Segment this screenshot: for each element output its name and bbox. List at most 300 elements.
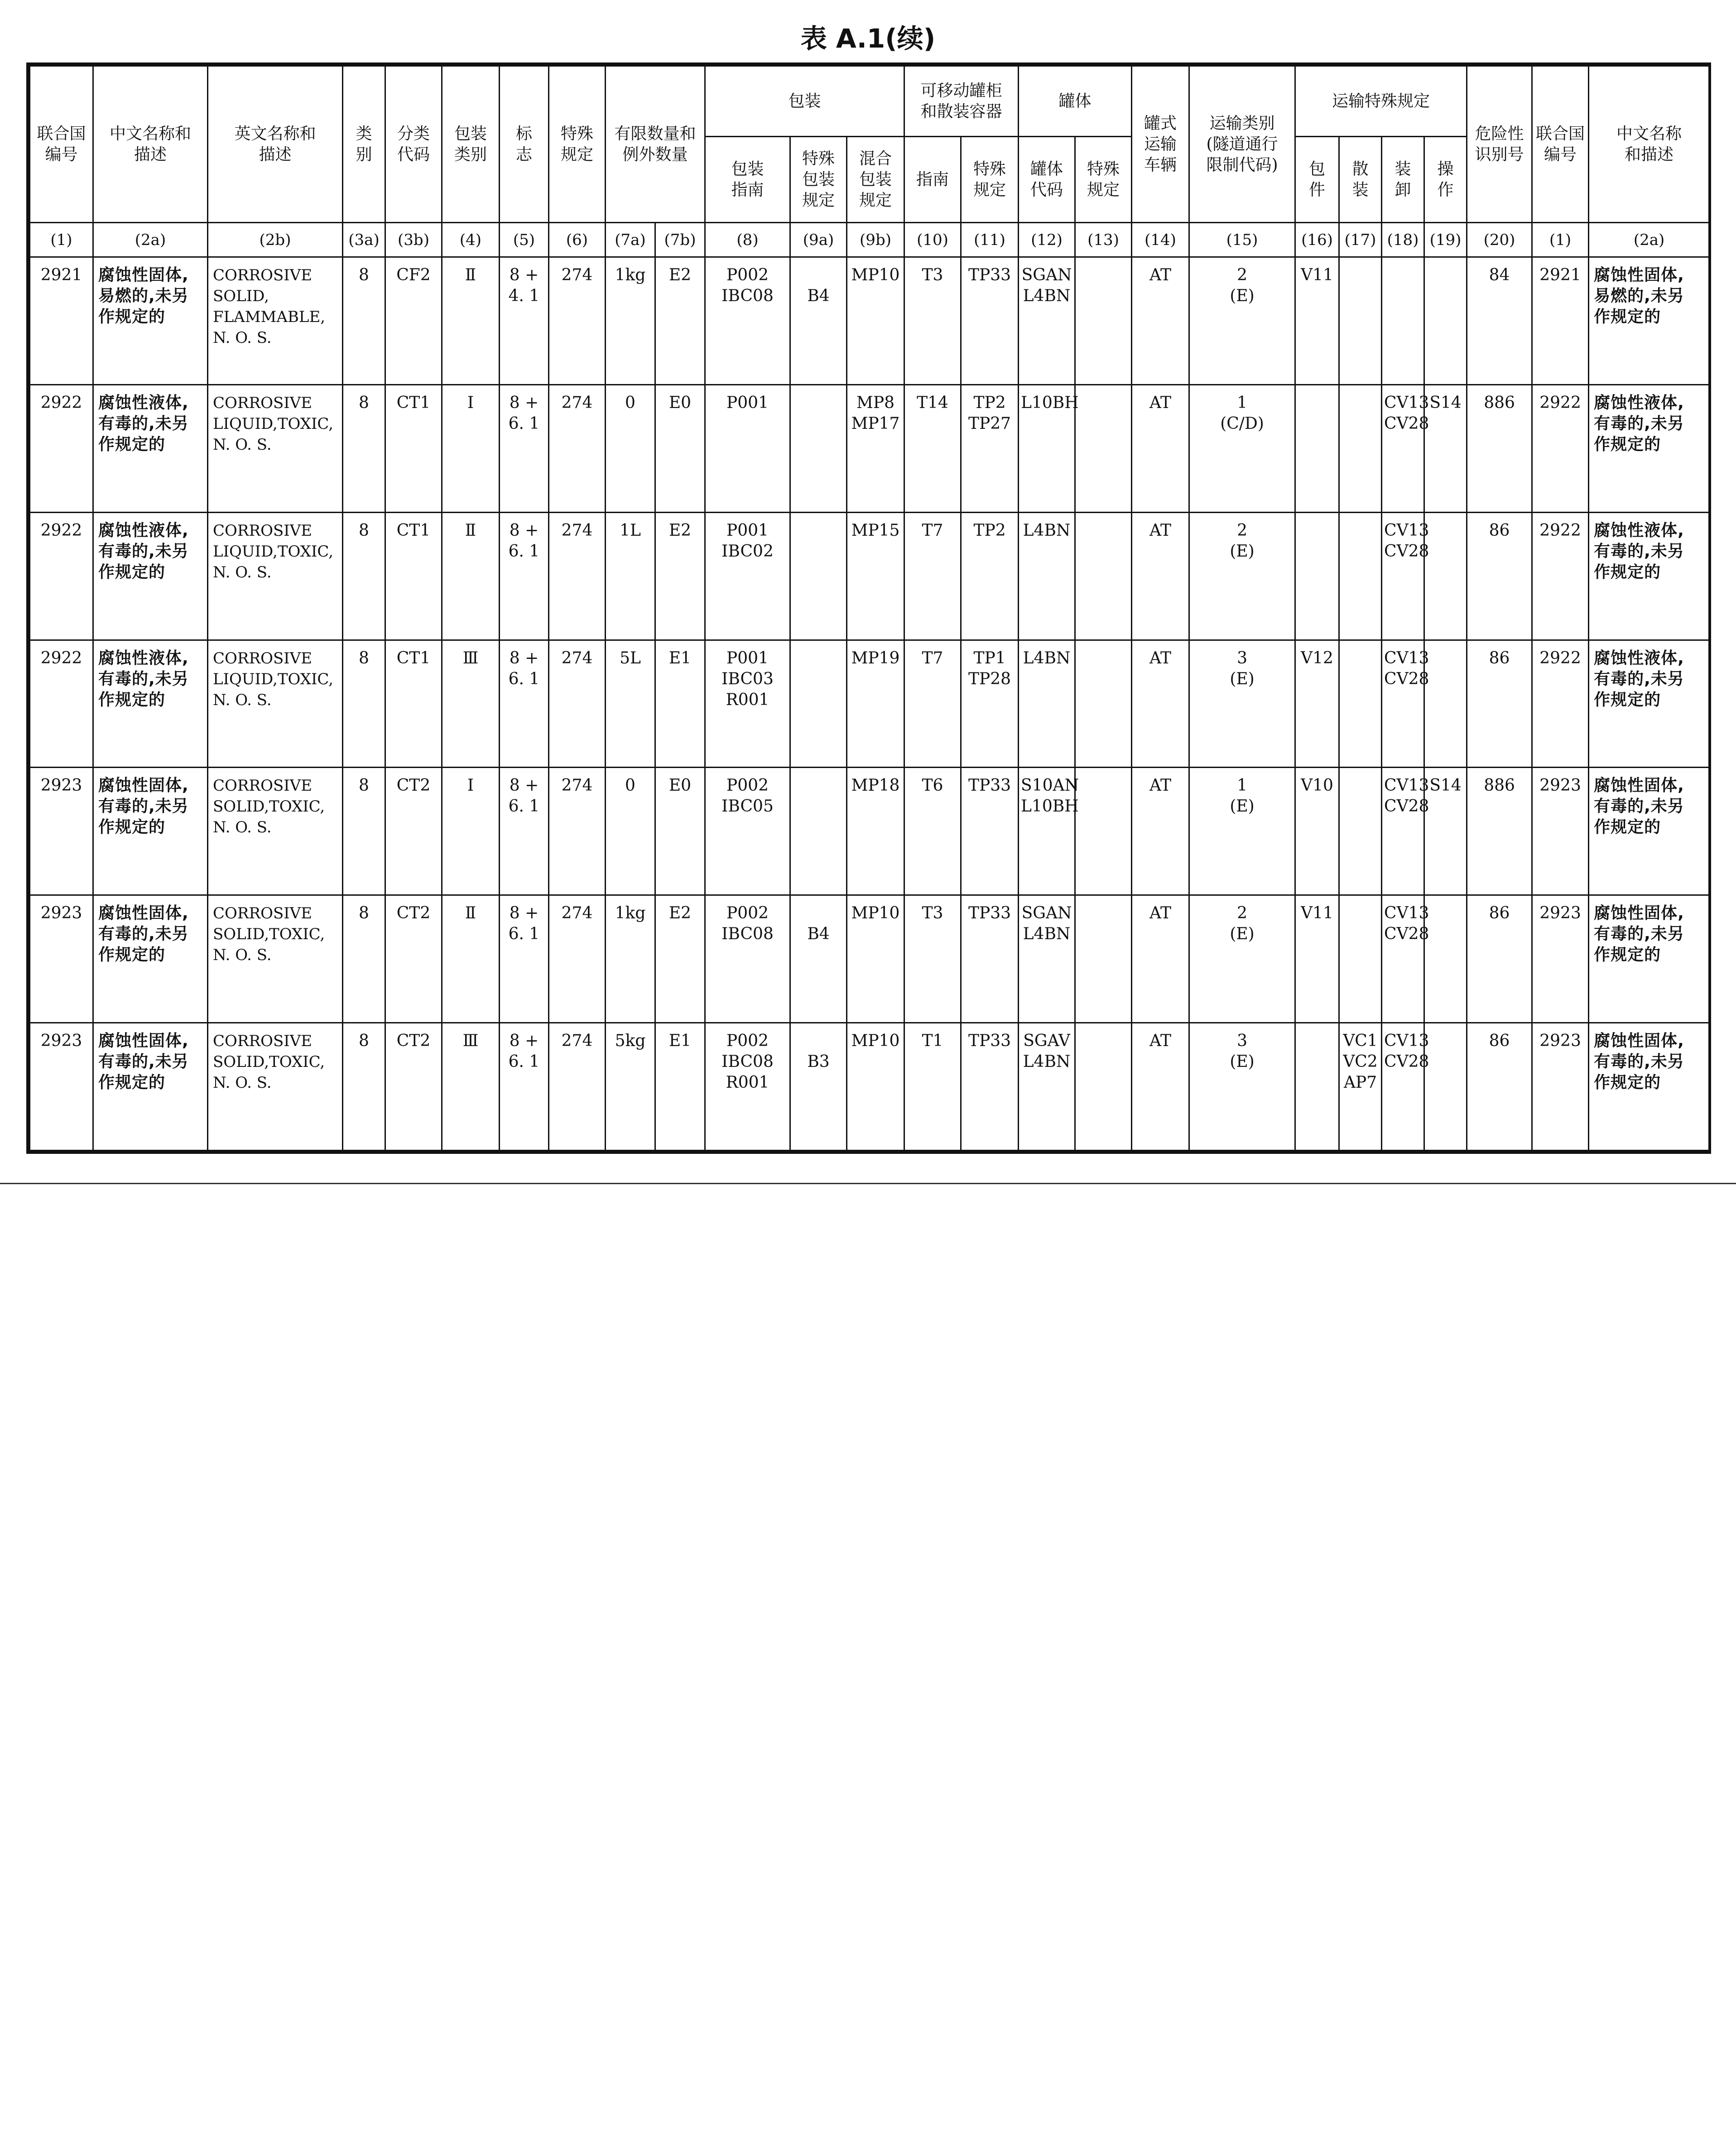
table-cell <box>961 1023 1019 1151</box>
cell-text: CV13 CV28 <box>1384 776 1429 816</box>
table-cell <box>343 1023 385 1151</box>
cell-text: MP10 <box>851 1032 900 1051</box>
cell-text: 腐蚀性固体, 有毒的,未另 作规定的 <box>98 904 189 965</box>
table-cell <box>1132 768 1189 895</box>
table-cell <box>1382 895 1429 1023</box>
table-cell <box>1339 257 1382 385</box>
table-cell <box>500 1023 549 1151</box>
cell-text: L4BN <box>1023 521 1071 540</box>
column-number: (3b) <box>385 223 442 257</box>
column-number: (11) <box>961 223 1019 257</box>
cell-text: CT1 <box>396 648 431 667</box>
table-cell <box>1189 512 1295 640</box>
cell-text: MP10 <box>851 266 900 284</box>
table-cell <box>655 512 705 640</box>
column-number-row <box>30 223 1710 257</box>
cell-text: 0 <box>625 776 635 795</box>
header-un-no: 联合国 编号 <box>30 66 93 223</box>
table-cell <box>30 257 93 385</box>
table-cell <box>1075 1023 1132 1151</box>
table-cell <box>1132 895 1189 1023</box>
cell-text: 2 (E) <box>1230 904 1255 944</box>
cell-text: 腐蚀性液体, 有毒的,未另 作规定的 <box>98 393 189 454</box>
table-cell <box>208 257 343 385</box>
table-cell <box>1295 512 1339 640</box>
cell-text: E2 <box>668 521 692 540</box>
table-cell <box>1189 384 1295 512</box>
table-cell <box>500 768 549 895</box>
cell-text: SGAN L4BN <box>1021 266 1072 305</box>
table-cell <box>1075 895 1132 1023</box>
cell-text: B4 <box>807 287 830 305</box>
cell-text: T7 <box>922 648 943 667</box>
cell-text: B3 <box>807 1052 830 1071</box>
header-hazard-id: 危险性 识别号 <box>1467 66 1532 223</box>
table-cell <box>961 257 1019 385</box>
column-number: (9a) <box>790 223 847 257</box>
cell-text: 腐蚀性固体, 易燃的,未另 作规定的 <box>1594 266 1684 326</box>
table-cell <box>1467 257 1532 385</box>
cell-text: V12 <box>1301 648 1333 667</box>
table-cell <box>208 1023 343 1151</box>
table-cell <box>961 384 1019 512</box>
cell-text: 274 <box>561 1032 593 1051</box>
cell-text: TP33 <box>968 266 1011 284</box>
table-row <box>30 768 1710 895</box>
table-cell <box>442 384 500 512</box>
table-cell <box>1589 1023 1710 1151</box>
cell-text: Ⅱ <box>465 521 476 540</box>
table-cell <box>1382 512 1429 640</box>
cell-text: 274 <box>561 904 593 923</box>
table-cell <box>549 257 606 385</box>
table-cell <box>904 1023 961 1151</box>
table-cell <box>1019 1023 1075 1151</box>
cell-text: 2921 <box>1539 266 1581 284</box>
table-cell <box>343 384 385 512</box>
table-body <box>30 257 1710 1151</box>
cell-text: 2 (E) <box>1230 521 1255 561</box>
cell-text: S10AN L10BH <box>1021 776 1079 816</box>
cell-text: 8 + 6. 1 <box>508 904 540 944</box>
cell-text: CT2 <box>396 776 431 795</box>
cell-text: CV13 CV28 <box>1384 521 1429 561</box>
cell-text: AT <box>1149 266 1172 284</box>
cell-text: MP19 <box>851 648 900 667</box>
cell-text: TP2 <box>973 521 1006 540</box>
table-cell <box>790 895 847 1023</box>
cell-text: 腐蚀性液体, 有毒的,未另 作规定的 <box>1594 648 1684 709</box>
cell-text: CT1 <box>396 393 431 412</box>
table-cell <box>1589 257 1710 385</box>
table-cell <box>1424 512 1467 640</box>
cell-text: 5kg <box>615 1032 646 1051</box>
cell-text: E2 <box>668 904 692 923</box>
cell-text: 2923 <box>1539 904 1581 923</box>
table-cell <box>705 768 790 895</box>
table-cell <box>1589 768 1710 895</box>
cell-text: TP1 TP28 <box>968 648 1011 688</box>
cell-text: T3 <box>922 904 943 923</box>
table-cell <box>1382 640 1429 768</box>
cell-text: 274 <box>561 266 593 284</box>
table-cell <box>705 1023 790 1151</box>
table-cell <box>847 1023 904 1151</box>
cell-text: 8 + 6. 1 <box>508 521 540 561</box>
table-cell <box>705 257 790 385</box>
table-cell <box>1589 512 1710 640</box>
cell-text: E0 <box>668 776 692 795</box>
cell-text: CF2 <box>396 266 431 284</box>
table-cell <box>93 895 208 1023</box>
cell-text: AT <box>1149 393 1172 412</box>
cell-text: 腐蚀性液体, 有毒的,未另 作规定的 <box>1594 521 1684 581</box>
table-cell <box>961 640 1019 768</box>
table-cell <box>1132 1023 1189 1151</box>
table-cell <box>606 384 655 512</box>
cell-text: 274 <box>561 521 593 540</box>
table-cell <box>655 257 705 385</box>
cell-text: L10BH <box>1021 393 1079 412</box>
table-cell <box>655 1023 705 1151</box>
table-cell <box>1339 1023 1382 1151</box>
table-cell <box>1075 640 1132 768</box>
table-cell <box>1467 384 1532 512</box>
table-cell <box>1382 768 1429 895</box>
header-st-bulk: 散 装 <box>1339 137 1382 223</box>
table-cell <box>1424 768 1467 895</box>
table-cell <box>1339 640 1382 768</box>
cell-text: AT <box>1149 521 1172 540</box>
table-cell <box>1382 1023 1429 1151</box>
table-row <box>30 512 1710 640</box>
header-special-packing: 特殊 包装 规定 <box>790 137 847 223</box>
header-name-cn: 中文名称和 描述 <box>93 66 208 223</box>
cell-text: I <box>467 393 474 412</box>
cell-text: T6 <box>922 776 943 795</box>
cell-text: 86 <box>1489 521 1510 540</box>
table-cell <box>208 512 343 640</box>
cell-text: MP18 <box>851 776 900 795</box>
cell-text: 2921 <box>40 266 82 284</box>
table-cell <box>385 1023 442 1151</box>
header-st-loading: 装 卸 <box>1382 137 1424 223</box>
table-cell <box>1019 257 1075 385</box>
cell-text: TP33 <box>968 904 1011 923</box>
column-number: (20) <box>1467 223 1532 257</box>
column-number: (8) <box>705 223 790 257</box>
cell-text: 腐蚀性固体, 易燃的,未另 作规定的 <box>98 266 189 326</box>
table-cell <box>549 512 606 640</box>
header-st-package: 包 件 <box>1295 137 1339 223</box>
cell-text: V11 <box>1301 904 1333 923</box>
table-cell <box>442 640 500 768</box>
table-cell <box>30 1023 93 1151</box>
table-cell <box>1467 768 1532 895</box>
cell-text: E1 <box>668 648 692 667</box>
cell-text: 8 + 6. 1 <box>508 1032 540 1071</box>
table-cell <box>343 257 385 385</box>
column-number: (7a) <box>606 223 655 257</box>
table-cell <box>847 768 904 895</box>
cell-text: 5L <box>620 648 641 667</box>
table-cell <box>847 640 904 768</box>
column-number: (19) <box>1424 223 1467 257</box>
table-cell <box>1467 512 1532 640</box>
table-cell <box>1295 384 1339 512</box>
cell-text: 8 + 6. 1 <box>508 393 540 433</box>
cell-text: CT2 <box>396 904 431 923</box>
table-cell <box>1339 768 1382 895</box>
header-packing-instructions: 包装 指南 <box>705 137 790 223</box>
table-cell <box>790 768 847 895</box>
header-transport-category: 运输类别 (隧道通行 限制代码) <box>1189 66 1295 223</box>
cell-text: MP15 <box>851 521 900 540</box>
cell-text: Ⅲ <box>462 648 479 667</box>
table-cell <box>904 257 961 385</box>
table-cell <box>442 1023 500 1151</box>
table-cell <box>385 257 442 385</box>
cell-text: 274 <box>561 776 593 795</box>
table-cell <box>93 384 208 512</box>
table-cell <box>500 512 549 640</box>
table-row <box>30 1023 1710 1151</box>
cell-text: 274 <box>561 648 593 667</box>
table-cell <box>655 640 705 768</box>
cell-text: TP33 <box>968 1032 1011 1051</box>
table-cell <box>442 257 500 385</box>
cell-text: Ⅲ <box>462 1032 479 1051</box>
table-cell <box>1075 768 1132 895</box>
cell-text: E0 <box>668 393 692 412</box>
header-mixed-packing: 混合 包装 规定 <box>847 137 904 223</box>
table-cell <box>1075 257 1132 385</box>
header-packing-group: 包装 类别 <box>442 66 500 223</box>
cell-text: AT <box>1149 776 1172 795</box>
cell-text: 8 <box>359 648 369 667</box>
cell-text: 8 + 6. 1 <box>508 776 540 816</box>
cell-text: T7 <box>922 521 943 540</box>
cell-text: 886 <box>1484 776 1515 795</box>
cell-text: SGAN L4BN <box>1021 904 1072 944</box>
table-cell <box>1295 768 1339 895</box>
cell-text: 1kg <box>615 266 646 284</box>
cell-text: 2923 <box>40 776 82 795</box>
table-cell <box>1532 1023 1589 1151</box>
cell-text: P001 IBC02 <box>721 521 774 561</box>
cell-text: P002 IBC08 <box>721 266 774 305</box>
column-number: (18) <box>1382 223 1424 257</box>
cell-text: 86 <box>1489 648 1510 667</box>
table-cell <box>1295 640 1339 768</box>
cell-text: V10 <box>1301 776 1333 795</box>
table-cell <box>1019 768 1079 895</box>
header-class-code: 分类 代码 <box>385 66 442 223</box>
table-cell <box>385 384 442 512</box>
table-cell <box>385 895 442 1023</box>
cell-text: CT1 <box>396 521 431 540</box>
table-cell <box>93 512 208 640</box>
cell-text: 2923 <box>1539 776 1581 795</box>
table-cell <box>30 640 93 768</box>
cell-text: CORROSIVE SOLID, FLAMMABLE, N. O. S. <box>213 266 326 347</box>
cell-text: 2923 <box>40 904 82 923</box>
table-cell <box>705 384 790 512</box>
cell-text: 1 (E) <box>1230 776 1255 816</box>
table-cell <box>1424 640 1467 768</box>
cell-text: 1 (C/D) <box>1220 393 1264 433</box>
cell-text: L4BN <box>1023 648 1071 667</box>
table-cell <box>904 768 961 895</box>
cell-text: 腐蚀性固体, 有毒的,未另 作规定的 <box>98 776 189 837</box>
table-cell <box>1189 1023 1295 1151</box>
table-row <box>30 257 1710 385</box>
table-cell <box>442 512 500 640</box>
table-cell <box>1424 384 1467 512</box>
table-cell <box>1019 512 1075 640</box>
table-cell <box>1295 1023 1339 1151</box>
cell-text: T1 <box>922 1032 943 1051</box>
table-cell <box>655 384 705 512</box>
table-cell <box>30 768 93 895</box>
cell-text: CV13 CV28 <box>1384 393 1429 433</box>
cell-text: 腐蚀性固体, 有毒的,未另 作规定的 <box>1594 904 1684 965</box>
column-number: (15) <box>1189 223 1295 257</box>
cell-text: AT <box>1149 904 1172 923</box>
header-tank-vehicle: 罐式 运输 车辆 <box>1132 66 1189 223</box>
cell-text: 0 <box>625 393 635 412</box>
cell-text: CORROSIVE SOLID,TOXIC, N. O. S. <box>213 1032 325 1092</box>
table-cell <box>208 384 343 512</box>
cell-text: 2922 <box>40 521 82 540</box>
cell-text: P002 IBC08 <box>721 904 774 944</box>
table-cell <box>1132 512 1189 640</box>
table-cell <box>500 895 549 1023</box>
cell-text: S14 <box>1429 776 1462 795</box>
table-cell <box>961 512 1019 640</box>
table-cell <box>705 640 790 768</box>
table-cell <box>1019 384 1079 512</box>
table-cell <box>500 257 549 385</box>
table-cell <box>606 512 655 640</box>
table-cell <box>549 640 606 768</box>
cell-text: T3 <box>922 266 943 284</box>
table-cell <box>606 257 655 385</box>
table-cell <box>1532 768 1589 895</box>
header-limited-quantities: 有限数量和 例外数量 <box>606 66 705 223</box>
table-cell <box>961 895 1019 1023</box>
table-cell <box>606 768 655 895</box>
table-cell <box>1467 895 1532 1023</box>
table-cell <box>1019 640 1075 768</box>
header-pt-instructions: 指南 <box>904 137 961 223</box>
table-cell <box>790 512 847 640</box>
table-cell <box>1339 512 1382 640</box>
cell-text: B4 <box>807 925 830 944</box>
table-cell <box>847 257 904 385</box>
header-tank-special: 特殊 规定 <box>1075 137 1132 223</box>
table-row <box>30 640 1710 768</box>
cell-text: 2922 <box>40 393 82 412</box>
cell-text: S14 <box>1429 393 1462 412</box>
cell-text: CORROSIVE SOLID,TOXIC, N. O. S. <box>213 777 325 837</box>
table-cell <box>1532 384 1589 512</box>
table-cell <box>343 640 385 768</box>
header-un-no-right: 联合国 编号 <box>1532 66 1589 223</box>
cell-text: 腐蚀性固体, 有毒的,未另 作规定的 <box>98 1032 189 1092</box>
header-st-operation: 操 作 <box>1424 137 1467 223</box>
table-cell <box>1075 384 1132 512</box>
table-cell <box>30 512 93 640</box>
table-cell <box>904 895 961 1023</box>
table-cell <box>847 895 904 1023</box>
table-cell <box>30 384 93 512</box>
header-special-transport: 运输特殊规定 <box>1295 66 1467 137</box>
table-cell <box>705 895 790 1023</box>
cell-text: 腐蚀性液体, 有毒的,未另 作规定的 <box>1594 393 1684 454</box>
column-number: (5) <box>500 223 549 257</box>
table-cell <box>208 895 343 1023</box>
column-number: (6) <box>549 223 606 257</box>
table-cell <box>93 640 208 768</box>
cell-text: 8 <box>359 904 369 923</box>
cell-text: 86 <box>1489 1032 1510 1051</box>
cell-text: P001 IBC03 R001 <box>721 648 774 709</box>
table <box>29 65 1710 1151</box>
dangerous-goods-table <box>26 62 1711 1154</box>
table-cell <box>847 512 904 640</box>
cell-text: P002 IBC08 R001 <box>721 1032 774 1092</box>
cell-text: 886 <box>1484 393 1515 412</box>
cell-text: CORROSIVE LIQUID,TOXIC, N. O. S. <box>213 521 334 581</box>
table-title: 表 A.1(续) <box>800 23 936 54</box>
table-cell <box>1189 895 1295 1023</box>
column-number: (12) <box>1019 223 1075 257</box>
cell-text: MP10 <box>851 904 900 923</box>
cell-text: CT2 <box>396 1032 431 1051</box>
cell-text: CV13 CV28 <box>1384 1032 1429 1071</box>
cell-text: 2 (E) <box>1230 266 1255 305</box>
page-divider <box>0 1183 1736 1184</box>
column-number: (17) <box>1339 223 1382 257</box>
table-cell <box>343 512 385 640</box>
table-cell <box>1589 384 1710 512</box>
cell-text: MP8 MP17 <box>851 393 900 433</box>
table-cell <box>1295 895 1339 1023</box>
cell-text: 84 <box>1489 266 1510 284</box>
cell-text: Ⅱ <box>465 904 476 923</box>
header-name-cn-right: 中文名称 和描述 <box>1589 66 1710 223</box>
table-cell <box>655 768 705 895</box>
cell-text: 8 <box>359 393 369 412</box>
table-cell <box>1189 640 1295 768</box>
header-class: 类 别 <box>343 66 385 223</box>
table-cell <box>208 640 343 768</box>
table-cell <box>385 768 442 895</box>
table-cell <box>1532 512 1589 640</box>
table-cell <box>1189 768 1295 895</box>
table-cell <box>790 1023 847 1151</box>
cell-text: 274 <box>561 393 593 412</box>
cell-text: TP2 TP27 <box>968 393 1011 433</box>
table-cell <box>500 384 549 512</box>
table-cell <box>1532 895 1589 1023</box>
table-row <box>30 384 1710 512</box>
cell-text: 8 <box>359 776 369 795</box>
cell-text: TP33 <box>968 776 1011 795</box>
table-cell <box>1382 257 1424 385</box>
cell-text: P001 <box>726 393 769 412</box>
